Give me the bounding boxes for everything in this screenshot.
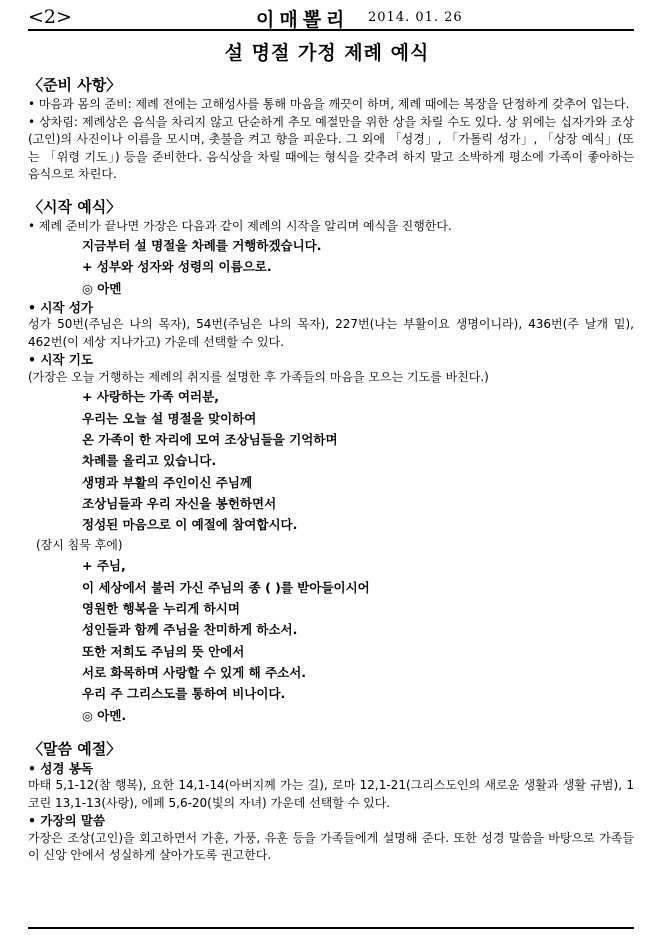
prayer-line: 또한 저희도 주님의 뜻 안에서 bbox=[82, 643, 245, 659]
section-heading: 〈시작 예식〉 bbox=[28, 197, 122, 216]
prayer-line: 성인들과 함께 주님을 찬미하게 하소서. bbox=[82, 622, 298, 638]
prayer-line: + 사랑하는 가족 여러분, bbox=[82, 389, 219, 405]
paragraph: (가장은 오늘 거행하는 제례의 취지를 설명한 후 가족들의 마음을 모으는 기도를 바친다.) bbox=[28, 369, 489, 384]
prayer-line: 온 가족이 한 자리에 모여 조상님들을 기억하며 bbox=[82, 431, 338, 447]
page-number: <2> bbox=[28, 6, 72, 28]
section-opening-rite bbox=[28, 196, 634, 726]
rubric-note: (잠시 침묵 후에) bbox=[36, 538, 123, 553]
prayer-line: 지금부터 설 명절을 차례를 거행하겠습니다. bbox=[82, 238, 322, 253]
article-body bbox=[28, 74, 634, 865]
paragraph: • 마음과 몸의 준비: 제례 전에는 고해성사를 통해 마음을 깨끗이 하며, 제례 때에는 복장을 단정하게 갖추어 입는다. bbox=[28, 97, 630, 111]
page-title: 설 명절 가정 제례 예식 bbox=[224, 42, 430, 64]
declaration-block bbox=[82, 235, 634, 299]
prayer-line: 조상님들과 우리 자신을 봉헌하면서 bbox=[82, 495, 277, 511]
prayer-block bbox=[82, 386, 634, 535]
prayer-line: 영원한 행복을 누리게 하시며 bbox=[82, 601, 240, 617]
subsection-heading: • 성경 봉독 bbox=[28, 760, 93, 776]
page-header bbox=[28, 4, 634, 31]
prayer-line: 서로 화목하며 사랑할 수 있게 해 주소서. bbox=[82, 664, 307, 680]
paragraph: 성가 50번(주님은 나의 목자), 54번(주님은 나의 목자), 227번(나는 부활이요 생명이니라), 436번(주 날개 밑), 462번(이 세상 지나가고) 가운데 선택할 수 있다. bbox=[28, 317, 634, 349]
section-heading: 〈준비 사항〉 bbox=[28, 76, 122, 94]
prayer-line: ◎ 아멘 bbox=[82, 280, 122, 296]
prayer-block bbox=[82, 555, 634, 725]
prayer-line: ◎ 아멘. bbox=[82, 707, 127, 723]
prayer-line: + 주님, bbox=[82, 558, 126, 574]
paragraph: • 제례 준비가 끝나면 가장은 다음과 같이 제례의 시작을 알리며 예식을 진행한다. bbox=[28, 218, 452, 233]
section-heading: 〈말씀 예절〉 bbox=[28, 739, 122, 758]
section-preparation bbox=[28, 74, 634, 184]
prayer-line: 이 세상에서 불러 가신 주님의 종 ( )를 받아들이시어 bbox=[82, 579, 370, 595]
subsection-heading: • 시작 기도 bbox=[28, 352, 93, 368]
issue-date: 2014. 01. 26 bbox=[368, 10, 463, 25]
prayer-line: 생명과 부활의 주인이신 주님께 bbox=[82, 474, 253, 490]
paragraph: 마태 5,1-12(참 행복), 요한 14,1-14(아버지께 가는 길), 로마 12,1-21(그리스도인의 새로운 생활과 생활 규범), 1코린 13,1-13(사랑), 에페 5,6-20(빛의 자녀) 가운데 선택할 수 있다. bbox=[28, 778, 634, 810]
header-divider bbox=[28, 29, 634, 31]
section-liturgy-of-word bbox=[28, 738, 634, 865]
prayer-line: 우리 주 그리스도를 통하여 비나이다. bbox=[82, 686, 286, 702]
prayer-line: 차례를 올리고 있습니다. bbox=[82, 453, 217, 469]
paragraph: • 상차림: 제례상은 음식을 차리지 않고 단순하게 추모 예절만을 위한 상을 차릴 수도 있다. 상 위에는 십자가와 조상(고인)의 사진이나 이름을 모시며, 촛불을 켜고 향을 피운다. 그 외에 「성경」, 「가톨릭 성가」, 「상장 예식」(또는 「위령 기도」) 등을 준비한다. 음식상을 차릴 때에는 형식을 갖추려 하지 말고 소박하게 평소에 가족이 좋아하는 음식으로 차린다. bbox=[28, 114, 634, 181]
prayer-line: + 성부와 성자와 성령의 이름으로. bbox=[82, 259, 272, 275]
prayer-line: 우리는 오늘 설 명절을 맞이하여 bbox=[82, 410, 257, 426]
footer-divider bbox=[28, 927, 634, 929]
paragraph: 가장은 조상(고인)을 회고하면서 가훈, 가풍, 유훈 등을 가족들에게 설명해 준다. 또한 성경 말씀을 바탕으로 가족들이 신앙 안에서 성실하게 살아가도록 권고한다. bbox=[28, 830, 634, 863]
subsection-heading: • 가장의 말씀 bbox=[28, 813, 106, 829]
subsection-heading: • 시작 성가 bbox=[28, 299, 93, 315]
prayer-line: 정성된 마음으로 이 예절에 참여합시다. bbox=[82, 517, 298, 533]
newsletter-name: 이매뽈리 bbox=[256, 9, 350, 31]
